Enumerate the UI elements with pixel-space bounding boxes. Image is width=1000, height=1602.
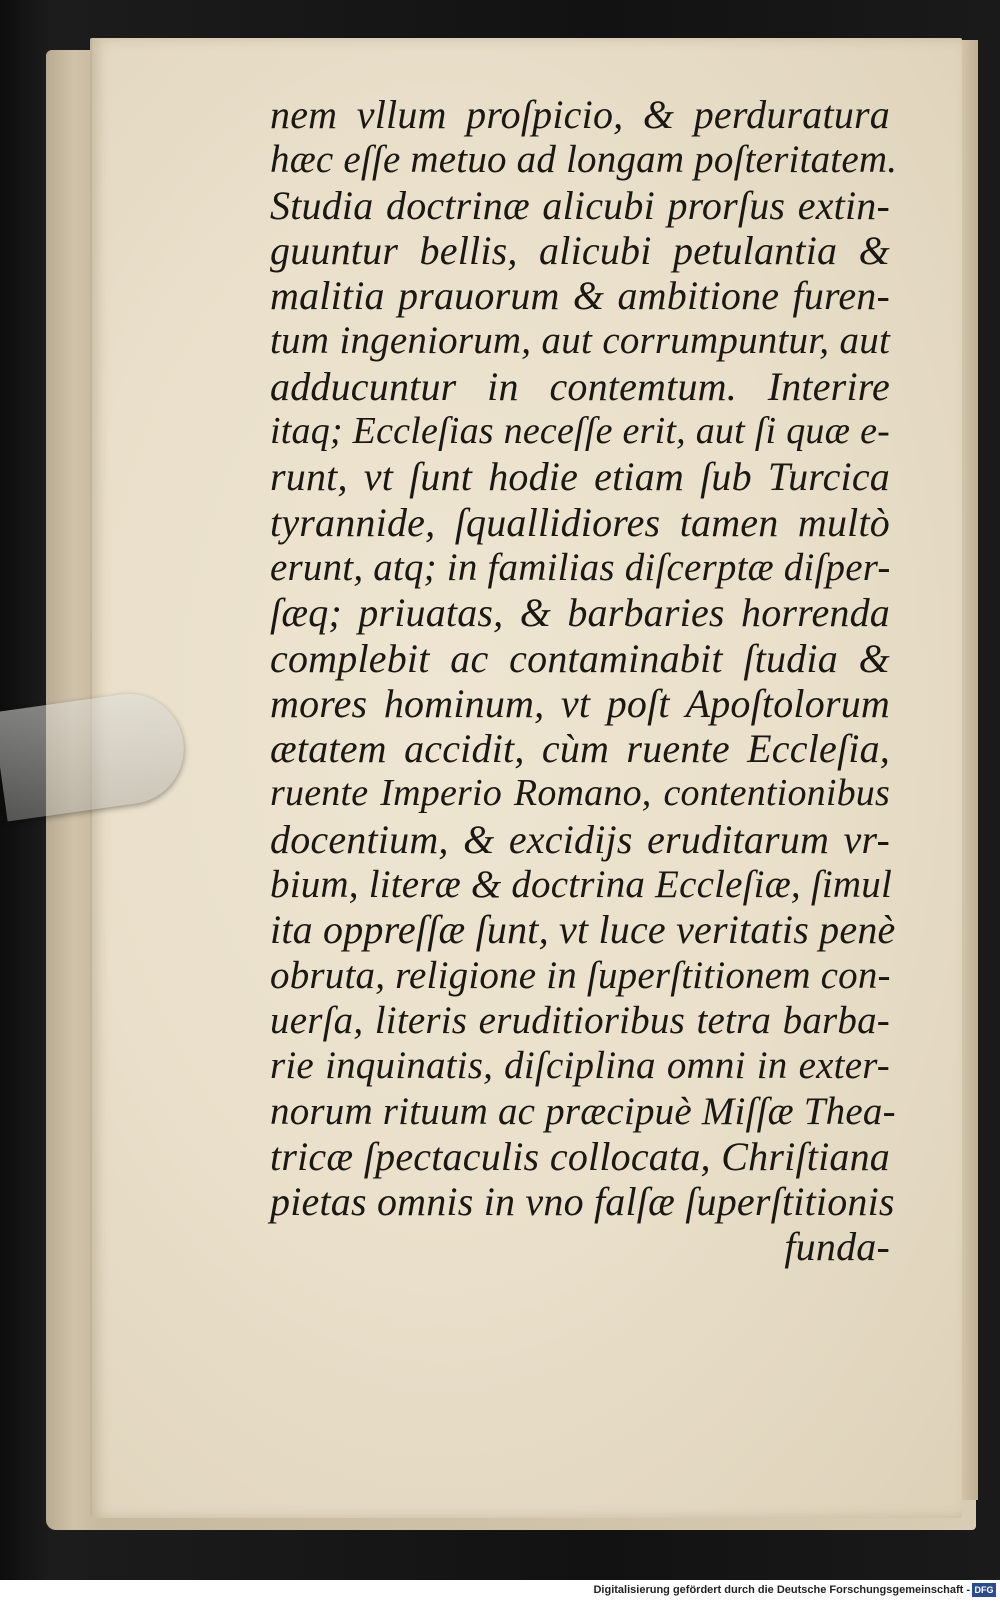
- text-line: docentium, & excidijs eruditarum vr-: [270, 816, 890, 862]
- page-text: [270, 92, 898, 1270]
- text-line: rie inquinatis, diſciplina omni in exter-: [270, 1044, 890, 1088]
- text-line: bium, literæ & doctrina Eccleſiæ, ſimul: [270, 863, 892, 907]
- text-line: ætatem accidit, cùm ruente Eccleſia,: [270, 726, 890, 772]
- text-line: runt, vt ſunt hodie etiam ſub Turcica: [270, 454, 890, 500]
- text-line: ruente Imperio Romano, contentionibus: [270, 772, 890, 815]
- text-line: norum rituum ac præcipuè Miſſæ Thea-: [270, 1089, 896, 1133]
- text-line: tyrannide, ſquallidiores tamen multò: [270, 499, 890, 545]
- text-line: complebit ac contaminabit ſtudia &: [270, 635, 890, 681]
- text-line: guuntur bellis, alicubi petulantia &: [270, 227, 890, 273]
- text-line: erunt, atq; in familias diſcerptæ diſper-: [270, 545, 891, 589]
- text-line: adducuntur in contemtum. Interire: [270, 363, 890, 409]
- text-line: nem vllum proſpicio, & perduratura: [270, 92, 890, 137]
- text-line: itaq; Eccleſias neceſſe erit, aut ſi quæ e-: [270, 410, 890, 453]
- funding-credit: Digitalisierung gefördert durch die Deutsche Forschungsgemeinschaft -: [593, 1584, 970, 1596]
- text-line: obruta, religione in ſuperſtitionem con-: [270, 953, 891, 997]
- text-line: Studia doctrinæ alicubi prorſus extin-: [270, 182, 890, 228]
- text-line: malitia prauorum & ambitione furen-: [270, 273, 890, 319]
- text-line: ita oppreſſæ ſunt, vt luce veritatis penè: [270, 907, 896, 953]
- text-line: tricæ ſpectaculis collocata, Chriſtiana: [270, 1133, 890, 1179]
- text-line: pietas omnis in vno falſæ ſuperſtitionis: [270, 1179, 895, 1225]
- text-line: tum ingeniorum, aut corrumpuntur, aut: [270, 319, 890, 363]
- text-line: hæc eſſe metuo ad longam poſteritatem.: [270, 138, 898, 182]
- text-line: uerſa, literis eruditioribus tetra barba-: [270, 998, 890, 1042]
- text-line: ſæq; priuatas, & barbaries horrenda: [270, 590, 890, 636]
- dfg-logo: DFG: [972, 1583, 996, 1597]
- text-line: mores hominum, vt poſt Apoſtolorum: [270, 680, 890, 726]
- catchword: funda-: [784, 1224, 890, 1270]
